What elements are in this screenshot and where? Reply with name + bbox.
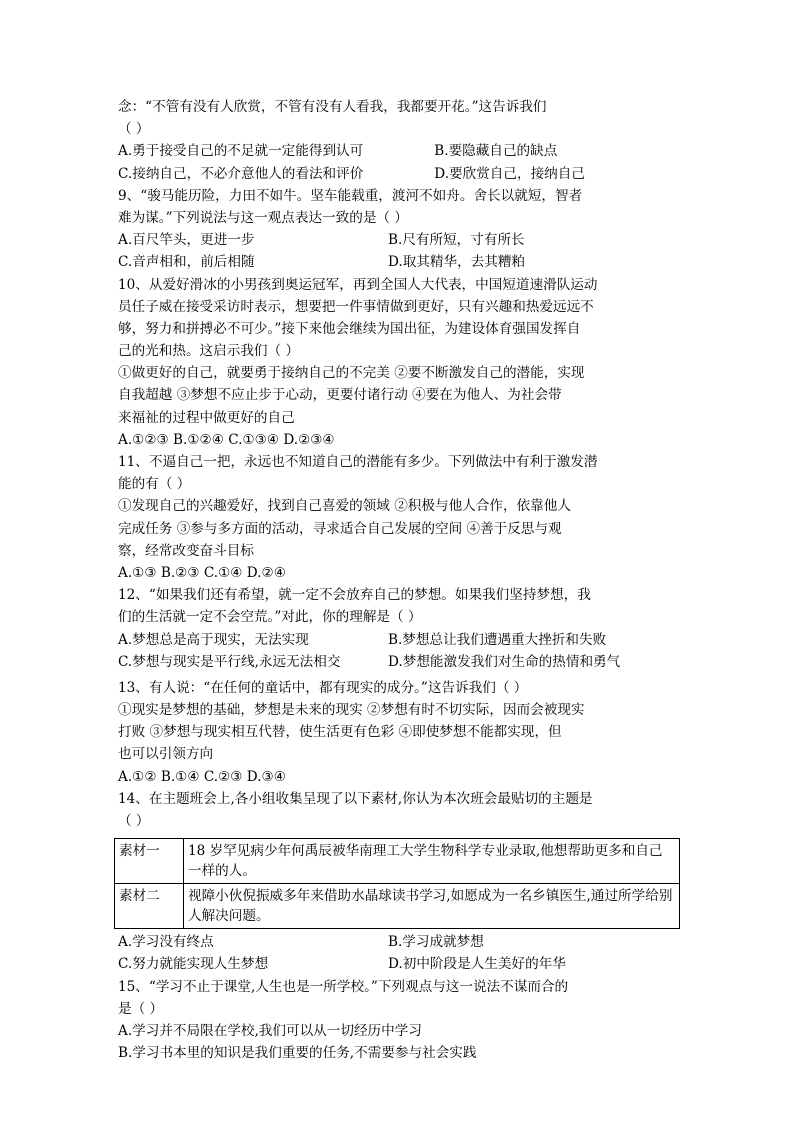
option-d: D.梦想能激发我们对生命的热情和勇气 (388, 653, 621, 670)
text-line: （ ） (118, 121, 150, 138)
text-line: 员任子威在接受采访时表示，想要把一件事情做到更好，只有兴趣和热爱远远不 (118, 298, 594, 315)
text-line: ①现实是梦想的基础，梦想是未来的现实 ②梦想有时不切实际，因而会被现实 (118, 702, 585, 719)
option-a: A.学习没有终点 (118, 934, 214, 951)
text-line: ①做更好的自己，就要勇于接纳自己的不完美 ②要不断激发自己的潜能，实现 (118, 365, 585, 382)
question-10: 10、从爱好滑冰的小男孩到奥运冠军，再到全国人大代表，中国短道速滑队运动 (118, 276, 598, 293)
table-cell-text: 18 岁罕见病少年何禹辰被华南理工大学生物科学专业录取,他想帮助更多和自己一样的人。 (184, 839, 680, 884)
text-line: （ ） (118, 813, 150, 829)
option-a: A.学习并不局限在学校,我们可以从一切经历中学习 (118, 1022, 422, 1039)
question-12: 12、“如果我们还有希望，就一定不会放弃自己的梦想。如果我们坚持梦想，我 (118, 587, 591, 604)
option-c: C.接纳自己，不必介意他人的看法和评价 (118, 165, 364, 182)
text-line: 来福祉的过程中做更好的自己 (118, 409, 295, 426)
option-b: B.要隐藏自己的缺点 (434, 143, 558, 160)
text-line: ①发现自己的兴趣爱好，找到自己喜爱的领域 ②积极与他人合作，依靠他人 (118, 498, 571, 515)
table-cell-label: 素材二 (115, 884, 184, 929)
options-line: A.①③ B.②③ C.①④ D.②④ (118, 564, 286, 581)
text-line: 也可以引领方向 (118, 746, 214, 763)
table-cell-label: 素材一 (115, 839, 184, 884)
option-row (118, 953, 683, 975)
option-c: C.梦想与现实是平行线,永远无法相交 (118, 653, 341, 670)
option-a: A.梦想总是高于现实，无法实现 (118, 631, 309, 648)
option-b: B.梦想总让我们遭遇重大挫折和失败 (388, 631, 607, 648)
option-row (118, 163, 683, 185)
text-line: 打败 ③梦想与现实相互代替，使生活更有色彩 ④即使梦想不能都实现，但 (118, 724, 562, 741)
option-c: C.努力就能实现人生梦想 (118, 956, 269, 973)
table-cell-text: 视障小伙倪振威多年来借助水晶球读书学习,如愿成为一名乡镇医生,通过所学给别人解决问题。 (184, 884, 680, 929)
text-line: 自我超越 ③梦想不应止步于心动，更要付诸行动 ④要在为他人、为社会带 (118, 387, 562, 404)
option-row (118, 651, 683, 673)
option-b: B.学习成就梦想 (388, 934, 484, 951)
option-row (118, 629, 683, 651)
option-b: B.学习书本里的知识是我们重要的任务,不需要参与社会实践 (118, 1045, 477, 1062)
option-a: A.勇于接受自己的不足就一定能得到认可 (118, 143, 364, 160)
text-line: 们的生活就一定不会空荒。”对此，你的理解是（ ） (118, 609, 422, 626)
text-line: 够，努力和拼搏必不可少。”接下来他会继续为国出征，为建设体育强国发挥自 (118, 320, 581, 337)
text-line: 念：“不管有没有人欣赏，不管有没有人看我，我都要开花。”这告诉我们 (118, 99, 547, 115)
option-row (118, 931, 683, 953)
option-d: D.初中阶段是人生美好的年华 (388, 956, 566, 973)
question-13: 13、有人说：“在任何的童话中，都有现实的成分。”这告诉我们（ ） (118, 679, 528, 696)
option-d: D.要欣赏自己，接纳自己 (434, 165, 585, 182)
table-row (115, 839, 680, 884)
question-9: 9、“骏马能历险，力田不如牛。坚车能载重，渡河不如舟。舍长以就短，智者 (118, 187, 583, 204)
option-d: D.取其精华，去其糟粕 (388, 254, 526, 271)
material-table (114, 838, 680, 929)
text-line: 己的光和热。这启示我们（ ） (118, 343, 300, 360)
option-a: A.百尺竿头，更进一步 (118, 232, 255, 249)
text-line: 察，经常改变奋斗目标 (118, 542, 254, 559)
option-c: C.音声相和，前后相随 (118, 254, 255, 271)
option-b: B.尺有所短，寸有所长 (388, 232, 525, 249)
text-line: 完成任务 ③参与多方面的活动，寻求适合自己发展的空间 ④善于反思与观 (118, 520, 562, 537)
option-row (118, 229, 683, 251)
option-row (118, 140, 683, 162)
question-14: 14、在主题班会上,各小组收集呈现了以下素材,你认为本次班会最贴切的主题是 (118, 790, 593, 807)
document-page (118, 96, 683, 1064)
option-row (118, 251, 683, 273)
options-line: A.①② B.①④ C.②③ D.③④ (118, 768, 286, 785)
options-line: A.①②③ B.①②④ C.①③④ D.②③④ (118, 431, 335, 448)
table-row (115, 884, 680, 929)
question-15: 15、“学习不止于课堂,人生也是一所学校。”下列观点与这一说法不谋而合的 (118, 978, 569, 995)
text-line: 是（ ） (118, 1000, 164, 1017)
text-line: 难为谋。”下列说法与这一观点表达一致的是（ ） (118, 209, 408, 226)
text-line: 能的有（ ） (118, 476, 191, 493)
question-11: 11、不逼自己一把，永远也不知道自己的潜能有多少。下列做法中有利于激发潜 (118, 454, 598, 470)
